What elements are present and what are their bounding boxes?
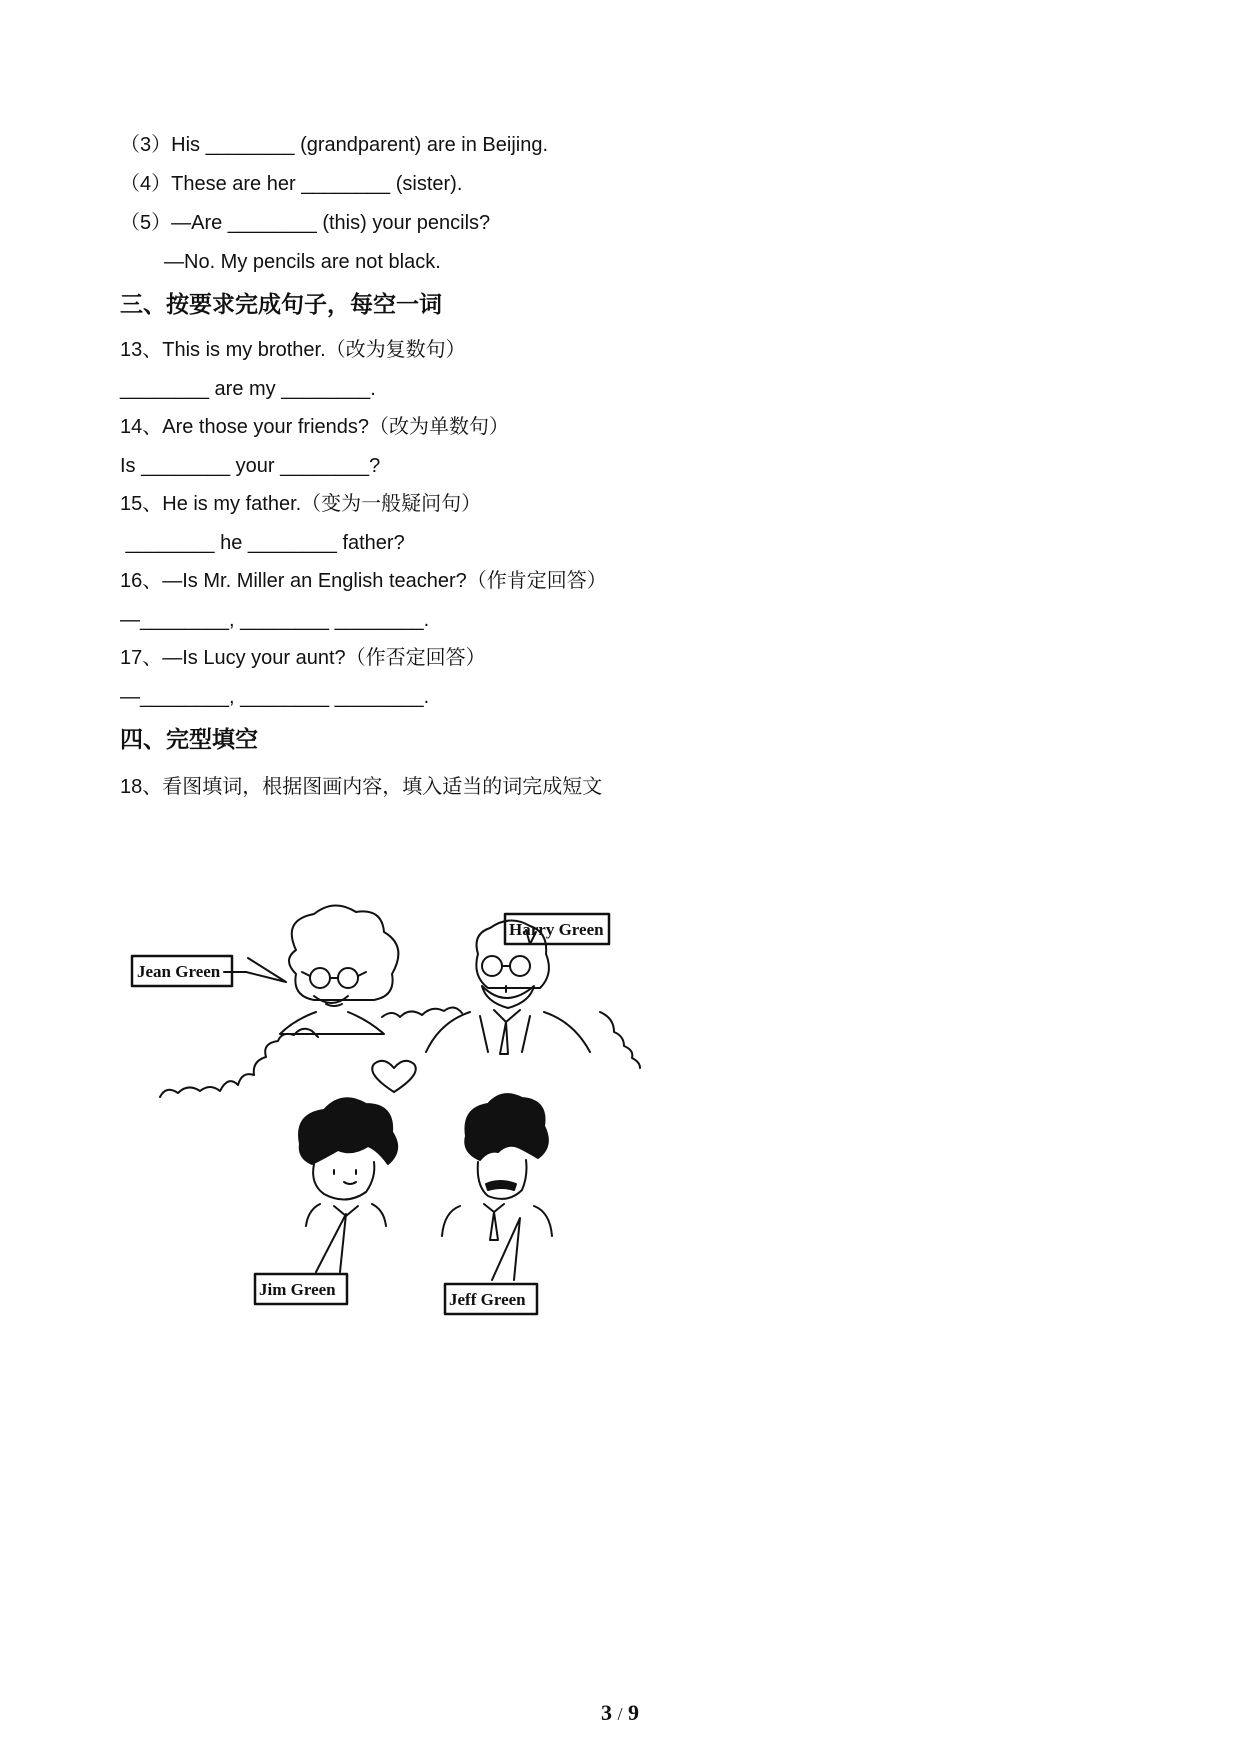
jim-green-figure bbox=[299, 1098, 397, 1226]
jeff-green-figure bbox=[442, 1094, 552, 1240]
jean-pointer bbox=[224, 958, 286, 982]
page-separator: / bbox=[617, 1704, 623, 1724]
question-16-answer: —________, ________ ________. bbox=[120, 609, 430, 631]
question-17: 17、—Is Lucy your aunt?（作否定回答） bbox=[120, 647, 486, 669]
jean-green-label: Jean Green bbox=[137, 962, 221, 981]
question-15: 15、He is my father.（变为一般疑问句） bbox=[120, 493, 482, 515]
heart-icon bbox=[372, 1061, 416, 1092]
section-4-heading: 四、完型填空 bbox=[120, 727, 258, 753]
section-3-heading: 三、按要求完成句子，每空一词 bbox=[120, 292, 442, 318]
jim-pointer bbox=[316, 1214, 346, 1272]
question-16: 16、—Is Mr. Miller an English teacher?（作肯定回答） bbox=[120, 570, 607, 592]
page-number bbox=[0, 1700, 1240, 1726]
exercise-3: （3）His ________ (grandparent) are in Beijing. bbox=[120, 134, 549, 156]
jim-green-label: Jim Green bbox=[259, 1280, 336, 1299]
jeff-green-label: Jeff Green bbox=[449, 1290, 526, 1309]
question-14-answer: Is ________ your ________? bbox=[120, 455, 381, 477]
current-page: 3 bbox=[600, 1700, 612, 1725]
question-14: 14、Are those your friends?（改为单数句） bbox=[120, 416, 510, 438]
bush-line bbox=[160, 1029, 318, 1097]
question-17-answer: —________, ________ ________. bbox=[120, 686, 430, 708]
exercise-5: （5）—Are ________ (this) your pencils? bbox=[120, 212, 491, 234]
total-pages: 9 bbox=[628, 1700, 639, 1725]
harry-green-figure bbox=[426, 920, 590, 1054]
harry-green-label: Harry Green bbox=[509, 920, 604, 939]
question-13: 13、This is my brother.（改为复数句） bbox=[120, 339, 466, 361]
jean-green-figure bbox=[280, 905, 398, 1034]
question-15-answer: ________ he ________ father? bbox=[120, 532, 405, 554]
exercise-4: （4）These are her ________ (sister). bbox=[120, 173, 463, 195]
family-illustration bbox=[120, 900, 700, 1400]
question-13-answer: ________ are my ________. bbox=[120, 378, 376, 400]
exercise-5-reply: —No. My pencils are not black. bbox=[164, 251, 441, 273]
question-18: 18、看图填词，根据图画内容，填入适当的词完成短文 bbox=[120, 776, 603, 798]
